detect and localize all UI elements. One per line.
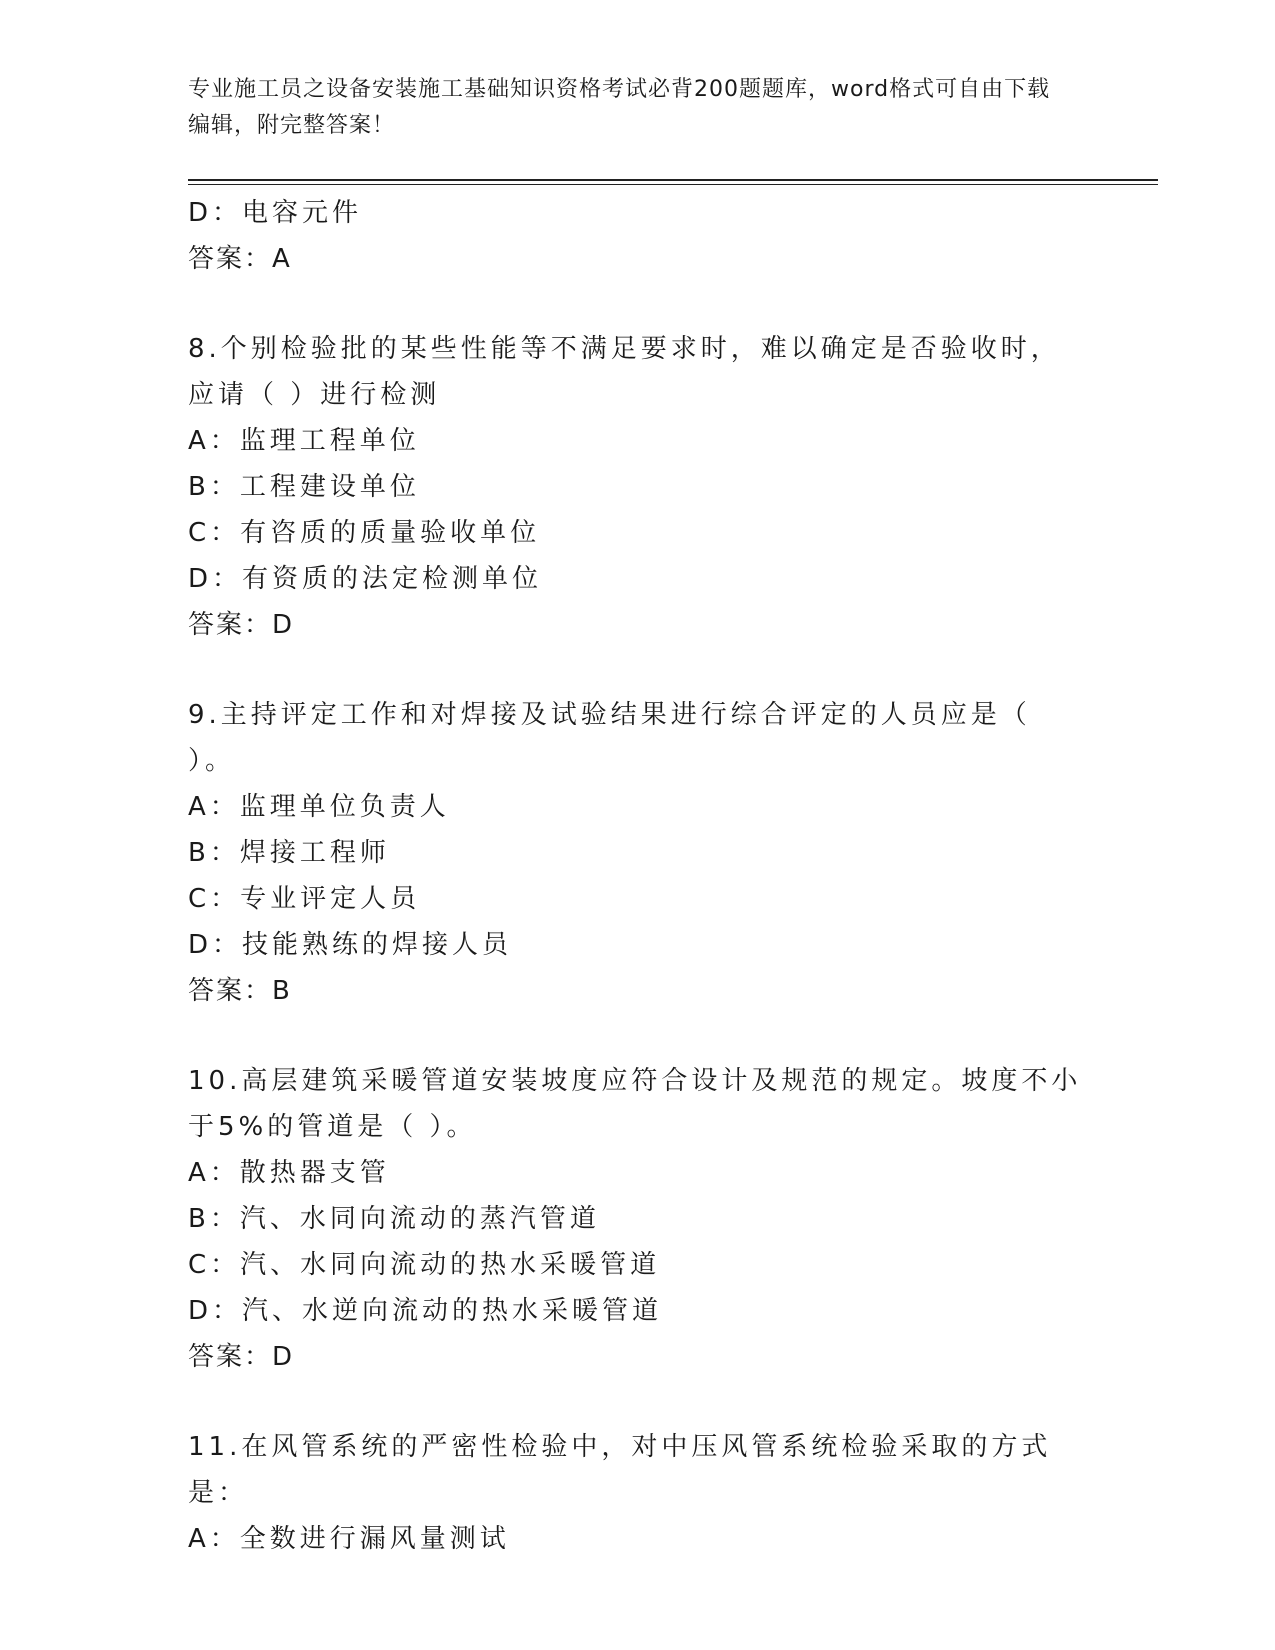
question-text: 11.在风管系统的严密性检验中，对中压风管系统检验采取的方式是： — [188, 1432, 1052, 1508]
answer-line: 答案：D — [188, 610, 295, 640]
option-a: A：监理单位负责人 — [188, 792, 450, 822]
question-7-tail — [188, 190, 1088, 282]
answer-line: 答案：A — [188, 244, 292, 274]
question-8 — [188, 326, 1088, 648]
option-a: A：监理工程单位 — [188, 426, 420, 456]
spacer — [188, 282, 1088, 326]
option-b: B：工程建设单位 — [188, 472, 420, 502]
option-c: C：专业评定人员 — [188, 884, 421, 914]
option-a: A：散热器支管 — [188, 1158, 390, 1188]
option-d: D：有资质的法定检测单位 — [188, 564, 543, 594]
option-d: D：电容元件 — [188, 198, 363, 228]
option-c: C：汽、水同向流动的热水采暖管道 — [188, 1250, 661, 1280]
option-b: B：焊接工程师 — [188, 838, 390, 868]
question-text: 9.主持评定工作和对焊接及试验结果进行综合评定的人员应是（ ）。 — [188, 700, 1031, 776]
question-text: 8.个别检验批的某些性能等不满足要求时，难以确定是否验收时，应请（ ）进行检测 — [188, 334, 1061, 410]
answer-line: 答案：B — [188, 976, 292, 1006]
answer-line: 答案：D — [188, 1342, 295, 1372]
option-d: D：技能熟练的焊接人员 — [188, 930, 513, 960]
question-list — [188, 190, 1088, 1562]
option-a: A：全数进行漏风量测试 — [188, 1524, 510, 1554]
header-divider-thin — [188, 184, 1158, 185]
page-header-title: 专业施工员之设备安装施工基础知识资格考试必背200题题库，word格式可自由下载编辑，附完整答案！ — [188, 77, 1051, 138]
option-b: B：汽、水同向流动的蒸汽管道 — [188, 1204, 600, 1234]
question-9 — [188, 692, 1088, 1014]
spacer — [188, 1014, 1088, 1058]
spacer — [188, 648, 1088, 692]
option-d: D：汽、水逆向流动的热水采暖管道 — [188, 1296, 663, 1326]
option-c: C：有咨质的质量验收单位 — [188, 518, 541, 548]
question-10 — [188, 1058, 1088, 1380]
header-divider-thick — [188, 179, 1158, 181]
spacer — [188, 1380, 1088, 1424]
question-11 — [188, 1424, 1088, 1562]
question-text: 10.高层建筑采暖管道安装坡度应符合设计及规范的规定。坡度不小于5%的管道是（ ）。 — [188, 1066, 1082, 1142]
